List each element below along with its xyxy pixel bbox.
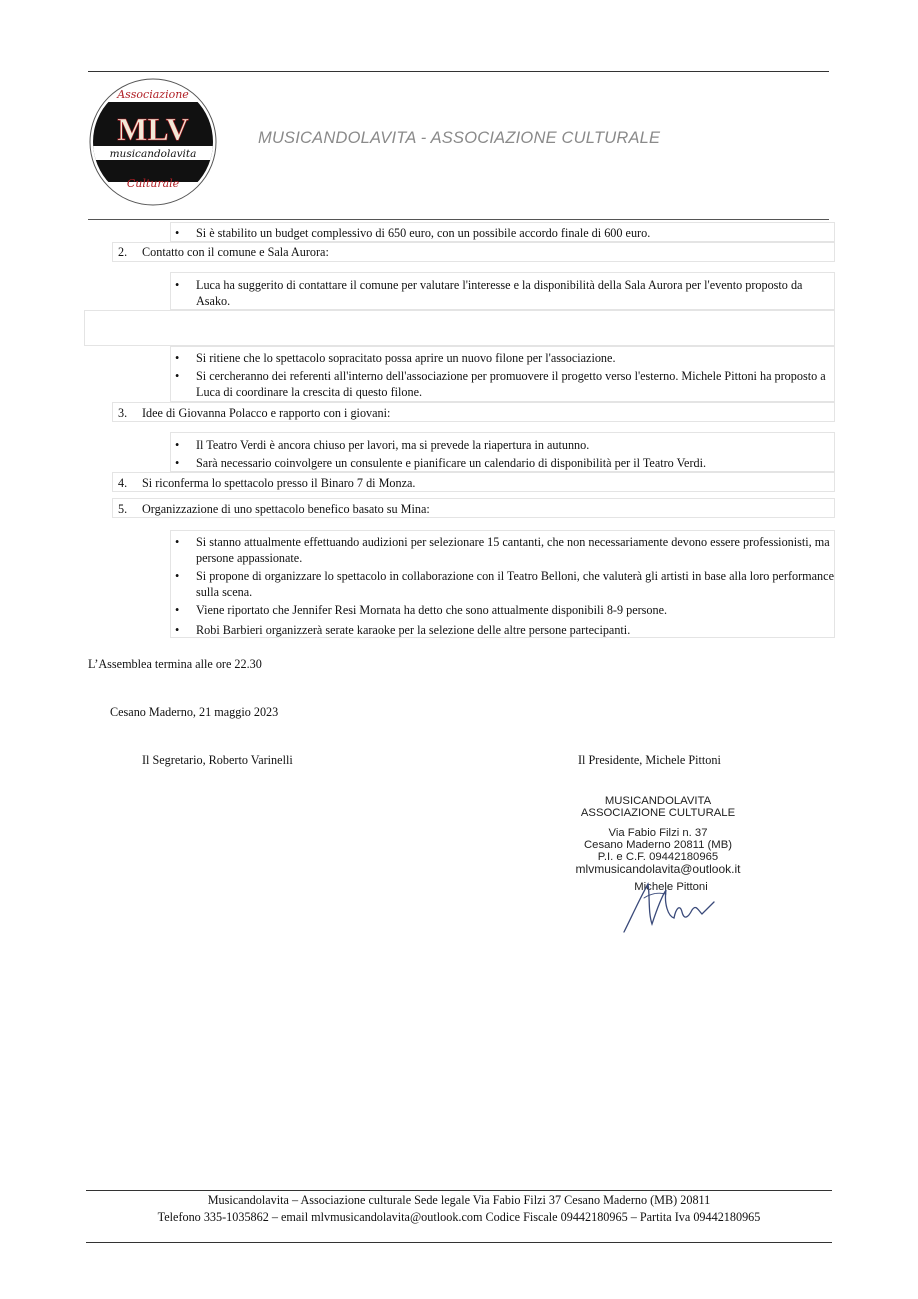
bullet-verdi: • Il Teatro Verdi è ancora chiuso per lavori, ma si prevede la riapertura in autunno.	[196, 437, 836, 453]
logo-bottom-text: Culturale	[126, 177, 180, 190]
stamp-line-3: Via Fabio Filzi n. 37	[608, 827, 708, 839]
stamp-line-1: MUSICANDOLAVITA	[604, 795, 712, 807]
bullet-budget: • Si è stabilito un budget complessivo di 650 euro, con un possibile accordo finale di 600 euro.	[196, 225, 836, 241]
footer-bottom-rule	[86, 1242, 832, 1243]
header-title: MUSICANDOLAVITA - ASSOCIAZIONE CULTURALE	[258, 129, 661, 147]
list-label: Si riconferma lo spettacolo presso il Binaro 7 di Monza.	[142, 476, 416, 490]
bullet-referenti: • Si cercheranno dei referenti all'interno dell'associazione per promuovere il progetto verso l'esterno. Michele Pittoni ha proposto a Luca di coordinare la crescita di questo filone.	[196, 368, 836, 400]
logo-top-text: Associazione	[117, 88, 189, 101]
list-number: 4.	[118, 476, 128, 490]
footer-top-rule	[86, 1190, 832, 1191]
stamp-line-6: mlvmusicandolavita@outlook.it	[575, 862, 741, 876]
footer-line-1: Musicandolavita – Associazione culturale Sede legale Via Fabio Filzi 37 Cesano Maderno (MB) 20811	[207, 1193, 711, 1207]
list-item-4	[118, 475, 415, 491]
place-date: Cesano Maderno, 21 maggio 2023	[110, 705, 279, 719]
header-bottom-rule	[88, 219, 829, 220]
header-top-rule	[88, 71, 829, 72]
bullet-jennifer: • Viene riportato che Jennifer Resi Mornata ha detto che sono attualmente disponibili 8-9 persone.	[196, 602, 836, 618]
handwritten-signature	[618, 876, 718, 936]
list-item-3	[118, 405, 390, 421]
list-item-2	[118, 244, 329, 260]
bullet-consulente: • Sarà necessario coinvolgere un consulente e pianificare un calendario di disponibilità per il Teatro Verdi.	[196, 455, 816, 471]
footer-line-2: Telefono 335-1035862 – email mlvmusicandolavita@outlook.com Codice Fiscale 09442180965 – Partita Iva 09442180965	[157, 1210, 761, 1224]
secretary-signature-line: Il Segretario, Roberto Varinelli	[142, 753, 293, 767]
stamp-line-4: Cesano Maderno 20811 (MB)	[584, 839, 732, 851]
association-logo	[88, 78, 218, 206]
bullet-luca: • Luca ha suggerito di contattare il comune per valutare l'interesse e la disponibilità della Sala Aurora per l'evento proposto da Asako.	[196, 277, 836, 309]
president-signature-line: Il Presidente, Michele Pittoni	[578, 753, 721, 767]
bullet-filone: • Si ritiene che lo spettacolo sopracitato possa aprire un nuovo filone per l'associazione.	[196, 350, 836, 366]
list-label: Contatto con il comune e Sala Aurora:	[142, 245, 329, 259]
closing-note: L’Assemblea termina alle ore 22.30	[88, 657, 262, 671]
stamp-line-2: ASSOCIAZIONE CULTURALE	[580, 807, 736, 819]
list-number: 2.	[118, 245, 128, 259]
logo-initials: MLV	[117, 111, 189, 147]
list-number: 5.	[118, 502, 128, 516]
bullet-audizioni: • Si stanno attualmente effettuando audizioni per selezionare 15 cantanti, che non necessariamente devono essere professionisti, ma persone appassionate.	[196, 534, 836, 566]
bullet-robi: • Robi Barbieri organizzerà serate karaoke per la selezione delle altre persone partecipanti.	[196, 622, 836, 638]
stamp-line-7: Michele Pittoni	[634, 881, 708, 893]
stamp-line-5: P.I. e C.F. 09442180965	[597, 851, 719, 863]
list-number: 3.	[118, 406, 128, 420]
list-label: Organizzazione di uno spettacolo benefico basato su Mina:	[142, 502, 430, 516]
bullet-belloni: • Si propone di organizzare lo spettacolo in collaborazione con il Teatro Belloni, che valuterà gli artisti in base alla loro performance sulla scena.	[196, 568, 836, 600]
logo-band-text: musicandolavita	[109, 148, 197, 160]
list-label: Idee di Giovanna Polacco e rapporto con i giovani:	[142, 406, 391, 420]
table-cell	[84, 310, 835, 346]
list-item-5	[118, 501, 430, 517]
